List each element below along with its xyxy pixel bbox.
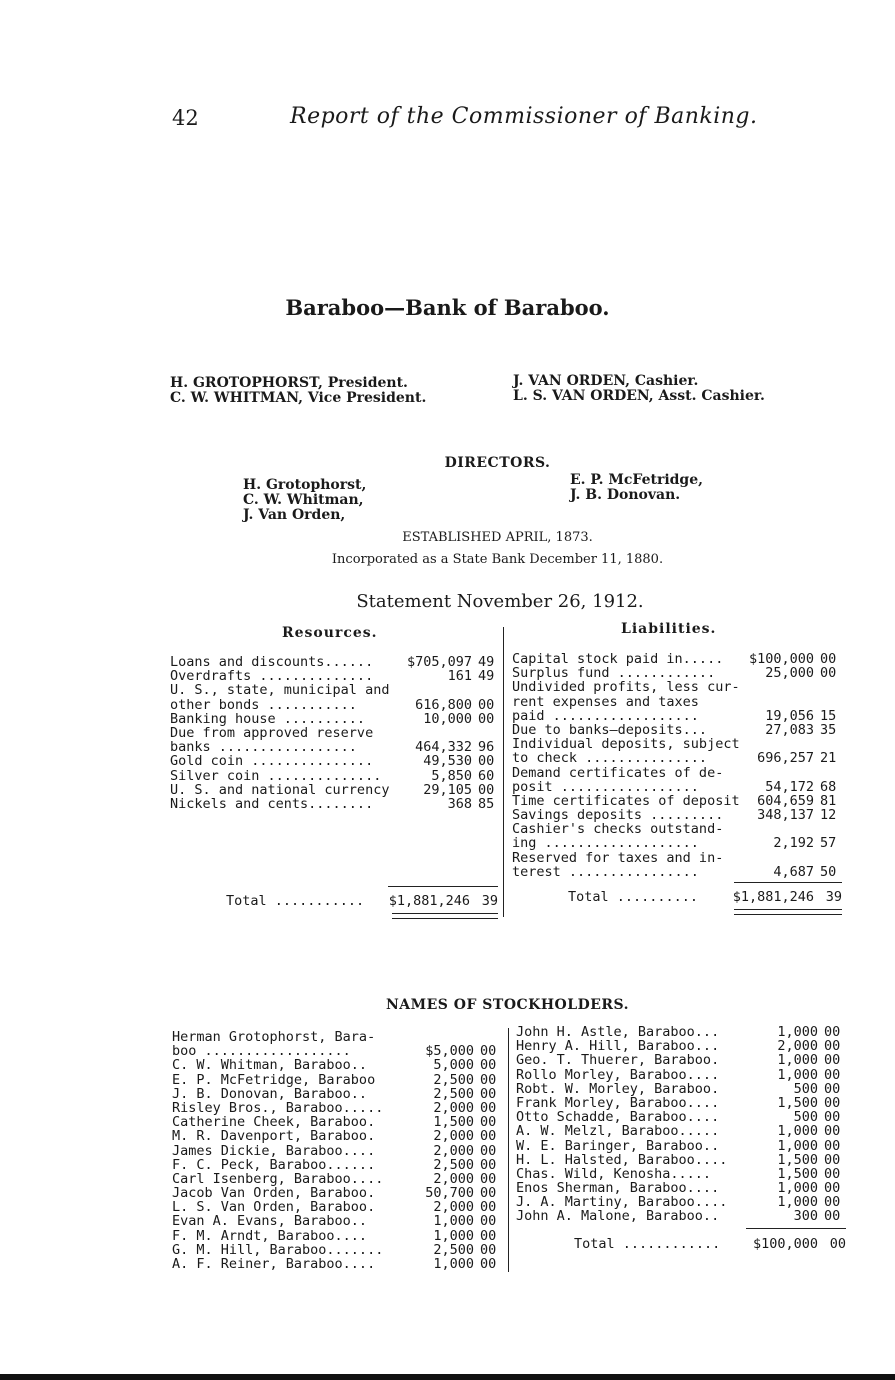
table-row	[172, 1200, 502, 1214]
stockholders-left-table	[172, 1030, 502, 1271]
table-row	[516, 1082, 846, 1096]
row-amount: 1,000	[777, 1024, 818, 1040]
liabilities-double-rule	[734, 909, 842, 915]
row-label: Demand certificates of de-	[512, 764, 724, 781]
row-label: Savings deposits .........	[512, 807, 724, 824]
row-cents: 00	[824, 1208, 841, 1225]
table-row	[172, 1058, 502, 1072]
table-row	[172, 1257, 502, 1271]
row-cents: 00	[824, 1180, 841, 1197]
row-cents: 00	[480, 1142, 497, 1159]
director-name: J. B. Donovan.	[570, 487, 681, 503]
table-row	[170, 669, 500, 683]
row-label: Individual deposits, subject	[512, 736, 740, 753]
row-label: Banking house ..........	[170, 710, 366, 727]
table-row	[172, 1087, 502, 1101]
table-row	[170, 754, 500, 768]
table-row	[516, 1209, 846, 1223]
row-label: Geo. T. Thuerer, Baraboo.	[516, 1052, 720, 1069]
row-cents: 12	[820, 807, 837, 824]
row-amount: 604,659	[757, 792, 814, 809]
director-name: C. W. Whitman,	[243, 492, 364, 508]
liabilities-heading: Liabilities.	[621, 621, 717, 637]
table-row	[172, 1129, 502, 1143]
row-amount: 464,332	[415, 739, 472, 756]
table-row	[512, 723, 842, 737]
row-label: Chas. Wild, Kenosha.....	[516, 1165, 712, 1182]
table-row	[170, 783, 500, 797]
total-label: Total ............	[574, 1236, 721, 1252]
row-label: boo ..................	[172, 1043, 351, 1060]
table-row	[170, 698, 500, 712]
row-cents: 00	[480, 1057, 497, 1074]
row-cents: 68	[820, 778, 837, 795]
row-label: W. E. Baringer, Baraboo..	[516, 1137, 720, 1154]
total-amount: $100,000	[752, 1236, 818, 1252]
row-label: Capital stock paid in.....	[512, 651, 724, 667]
table-row	[512, 695, 842, 709]
table-row	[512, 751, 842, 765]
resources-heading: Resources.	[282, 625, 378, 641]
row-label: Nickels and cents........	[170, 795, 374, 812]
row-cents: 21	[820, 750, 837, 767]
table-row	[512, 666, 842, 680]
row-cents: 00	[480, 1128, 497, 1145]
row-label: John H. Astle, Baraboo...	[516, 1024, 720, 1040]
row-amount: 1,000	[433, 1213, 474, 1230]
table-row	[170, 740, 500, 754]
row-label: Gold coin ...............	[170, 753, 374, 770]
row-cents: 00	[824, 1165, 841, 1182]
row-label: F. M. Arndt, Baraboo....	[172, 1227, 368, 1244]
directors-right	[570, 473, 703, 503]
row-amount: 1,000	[777, 1123, 818, 1140]
row-amount: 27,083	[765, 721, 814, 738]
row-cents: 00	[824, 1024, 841, 1040]
directors-left	[243, 478, 366, 523]
row-label: terest ................	[512, 863, 699, 880]
row-amount: 1,000	[777, 1194, 818, 1211]
row-cents: 00	[824, 1109, 841, 1126]
row-amount: $5,000	[425, 1043, 474, 1060]
row-label: James Dickie, Baraboo....	[172, 1142, 376, 1159]
row-label: John A. Malone, Baraboo..	[516, 1208, 720, 1225]
table-row	[512, 794, 842, 808]
liabilities-table	[512, 652, 842, 879]
table-row	[512, 865, 842, 879]
row-label: G. M. Hill, Baraboo.......	[172, 1241, 384, 1258]
row-cents: 00	[478, 710, 495, 727]
table-row	[172, 1073, 502, 1087]
director-name: J. Van Orden,	[243, 507, 346, 523]
officers-right	[513, 374, 765, 404]
row-cents: 85	[478, 795, 495, 812]
row-cents: 00	[824, 1137, 841, 1154]
table-row	[512, 851, 842, 865]
row-label: to check ...............	[512, 750, 708, 767]
row-cents: 00	[480, 1199, 497, 1216]
table-row	[512, 652, 842, 666]
row-label: L. S. Van Orden, Baraboo.	[172, 1199, 376, 1216]
table-row	[516, 1068, 846, 1082]
row-amount: $705,097	[406, 654, 472, 670]
director-name: H. Grotophorst,	[243, 477, 367, 493]
table-row	[172, 1158, 502, 1172]
row-label: Carl Isenberg, Baraboo....	[172, 1170, 384, 1187]
row-cents: 00	[480, 1185, 497, 1202]
row-amount: 1,000	[777, 1137, 818, 1154]
table-row	[516, 1153, 846, 1167]
row-label: Overdrafts ..............	[170, 668, 374, 685]
table-row	[512, 780, 842, 794]
row-cents: 60	[478, 767, 495, 784]
row-amount: 1,000	[777, 1066, 818, 1083]
stockholders-heading: NAMES OF STOCKHOLDERS.	[385, 997, 630, 1013]
established-line: ESTABLISHED APRIL, 1873.	[402, 530, 593, 545]
row-amount: 2,000	[777, 1038, 818, 1055]
row-label: Rollo Morley, Baraboo....	[516, 1066, 720, 1083]
row-amount: 50,700	[425, 1185, 474, 1202]
row-amount: 2,000	[433, 1170, 474, 1187]
table-row	[516, 1139, 846, 1153]
resources-sum-rule	[388, 886, 498, 887]
row-amount: 1,500	[777, 1094, 818, 1111]
row-amount: 348,137	[757, 807, 814, 824]
row-label: Henry A. Hill, Baraboo...	[516, 1038, 720, 1055]
row-amount: 696,257	[757, 750, 814, 767]
row-amount: 500	[793, 1080, 818, 1097]
row-cents: 00	[820, 651, 837, 667]
row-label: Evan A. Evans, Baraboo..	[172, 1213, 368, 1230]
row-cents: 00	[480, 1156, 497, 1173]
row-label: A. F. Reiner, Baraboo....	[172, 1256, 376, 1272]
row-label: Enos Sherman, Baraboo....	[516, 1180, 720, 1197]
column-divider	[503, 627, 504, 917]
bank-title: Baraboo—Bank of Baraboo.	[285, 295, 610, 320]
row-cents: 00	[824, 1038, 841, 1055]
row-amount: 19,056	[765, 707, 814, 724]
table-row	[170, 797, 500, 811]
table-row	[172, 1030, 502, 1044]
row-amount: 1,500	[433, 1114, 474, 1131]
row-amount: 2,000	[433, 1099, 474, 1116]
row-amount: 1,000	[433, 1227, 474, 1244]
officers-left	[170, 376, 426, 406]
table-row	[172, 1044, 502, 1058]
row-amount: 2,500	[433, 1241, 474, 1258]
row-cents: 00	[824, 1151, 841, 1168]
row-amount: 5,850	[431, 767, 472, 784]
table-row	[516, 1096, 846, 1110]
table-row	[172, 1172, 502, 1186]
row-amount: 54,172	[765, 778, 814, 795]
row-amount: 2,500	[433, 1071, 474, 1088]
resources-total	[226, 893, 498, 909]
row-label: paid ..................	[512, 707, 699, 724]
running-title: Report of the Commissioner of Banking.	[290, 104, 758, 129]
row-cents: 50	[820, 863, 837, 880]
row-cents: 00	[824, 1123, 841, 1140]
table-row	[512, 680, 842, 694]
row-label: E. P. McFetridge, Baraboo	[172, 1071, 376, 1088]
row-amount: 2,000	[433, 1199, 474, 1216]
row-amount: 368	[447, 795, 472, 812]
liabilities-total	[568, 889, 842, 905]
row-amount: 2,000	[433, 1128, 474, 1145]
row-label: other bonds ...........	[170, 696, 357, 713]
row-amount: 5,000	[433, 1057, 474, 1074]
statement-title: Statement November 26, 1912.	[356, 591, 644, 612]
officer-vice-president: C. W. WHITMAN, Vice President.	[170, 390, 427, 406]
table-row	[516, 1025, 846, 1039]
row-label: banks .................	[170, 739, 357, 756]
table-row	[170, 726, 500, 740]
row-amount: 1,000	[433, 1256, 474, 1272]
row-cents: 00	[480, 1170, 497, 1187]
table-row	[170, 712, 500, 726]
row-amount: 2,000	[433, 1142, 474, 1159]
row-label: Undivided profits, less cur-	[512, 679, 740, 696]
row-label: Robt. W. Morley, Baraboo.	[516, 1080, 720, 1097]
row-amount: 1,000	[777, 1052, 818, 1069]
row-cents: 00	[824, 1094, 841, 1111]
table-row	[172, 1115, 502, 1129]
table-row	[516, 1110, 846, 1124]
table-row	[172, 1101, 502, 1115]
row-label: rent expenses and taxes	[512, 693, 699, 710]
row-amount: 2,192	[773, 835, 814, 852]
row-cents: 57	[820, 835, 837, 852]
row-label: Due from approved reserve	[170, 724, 374, 741]
row-label: Due to banks—deposits...	[512, 721, 708, 738]
row-cents: 00	[480, 1114, 497, 1131]
row-amount: 300	[793, 1208, 818, 1225]
row-label: U. S., state, municipal and	[170, 682, 390, 699]
director-name: E. P. McFetridge,	[570, 472, 703, 488]
total-label: Total ..........	[568, 889, 699, 905]
table-row	[512, 808, 842, 822]
row-cents: 00	[478, 696, 495, 713]
row-label: F. C. Peck, Baraboo......	[172, 1156, 376, 1173]
row-label: ing ...................	[512, 835, 699, 852]
row-cents: 00	[824, 1194, 841, 1211]
row-label: J. A. Martiny, Baraboo....	[516, 1194, 728, 1211]
table-row	[172, 1144, 502, 1158]
row-cents: 81	[820, 792, 837, 809]
row-label: Surplus fund ............	[512, 665, 716, 682]
table-row	[516, 1167, 846, 1181]
table-row	[516, 1053, 846, 1067]
officer-president: H. GROTOPHORST, President.	[170, 375, 408, 391]
table-row	[516, 1181, 846, 1195]
row-amount: 500	[793, 1109, 818, 1126]
officer-cashier: J. VAN ORDEN, Cashier.	[513, 373, 699, 389]
row-cents: 00	[480, 1071, 497, 1088]
row-label: Risley Bros., Baraboo.....	[172, 1099, 384, 1116]
stockholders-right-table	[516, 1025, 846, 1224]
row-label: U. S. and national currency	[170, 781, 390, 798]
row-label: H. L. Halsted, Baraboo....	[516, 1151, 728, 1168]
row-cents: 00	[480, 1085, 497, 1102]
table-row	[512, 822, 842, 836]
row-cents: 15	[820, 707, 837, 724]
row-amount: 1,000	[777, 1180, 818, 1197]
row-cents: 00	[480, 1213, 497, 1230]
row-label: Catherine Cheek, Baraboo.	[172, 1114, 376, 1131]
row-cents: 00	[824, 1080, 841, 1097]
row-cents: 00	[480, 1227, 497, 1244]
table-row	[170, 655, 500, 669]
row-amount: 29,105	[423, 781, 472, 798]
page-edge	[0, 1374, 895, 1380]
row-label: J. B. Donovan, Baraboo..	[172, 1085, 368, 1102]
row-amount: 4,687	[773, 863, 814, 880]
row-cents: 00	[478, 781, 495, 798]
table-row	[170, 769, 500, 783]
table-row	[172, 1186, 502, 1200]
resources-table	[170, 655, 500, 811]
row-cents: 00	[480, 1043, 497, 1060]
row-amount: $100,000	[748, 651, 814, 667]
row-cents: 00	[478, 753, 495, 770]
row-amount: 1,500	[777, 1151, 818, 1168]
liabilities-sum-rule	[734, 882, 842, 883]
row-amount: 10,000	[423, 710, 472, 727]
row-label: A. W. Melzl, Baraboo.....	[516, 1123, 720, 1140]
row-amount: 1,500	[777, 1165, 818, 1182]
row-cents: 49	[478, 654, 495, 670]
total-amount: $1,881,246	[388, 893, 470, 909]
row-cents: 49	[478, 668, 495, 685]
row-label: Loans and discounts......	[170, 654, 374, 670]
total-cents: 39	[481, 893, 498, 909]
row-cents: 00	[480, 1256, 497, 1272]
row-label: posit .................	[512, 778, 699, 795]
total-cents: 00	[829, 1236, 846, 1252]
row-cents: 00	[820, 665, 837, 682]
row-label: Silver coin ..............	[170, 767, 382, 784]
total-amount: $1,881,246	[732, 889, 814, 905]
row-amount: 25,000	[765, 665, 814, 682]
row-cents: 00	[824, 1066, 841, 1083]
directors-heading: DIRECTORS.	[444, 455, 551, 471]
stockholders-sum-rule	[746, 1228, 846, 1229]
total-cents: 39	[825, 889, 842, 905]
row-label: Herman Grotophorst, Bara-	[172, 1029, 376, 1045]
resources-double-rule	[392, 913, 498, 919]
table-row	[512, 737, 842, 751]
row-cents: 00	[824, 1052, 841, 1069]
table-row	[512, 766, 842, 780]
table-row	[512, 709, 842, 723]
row-cents: 35	[820, 721, 837, 738]
row-label: Cashier's checks outstand-	[512, 821, 724, 838]
row-amount: 2,500	[433, 1156, 474, 1173]
row-label: C. W. Whitman, Baraboo..	[172, 1057, 368, 1074]
row-label: Frank Morley, Baraboo....	[516, 1094, 720, 1111]
row-cents: 96	[478, 739, 495, 756]
row-cents: 00	[480, 1099, 497, 1116]
row-label: Time certificates of deposit	[512, 792, 740, 809]
row-label: M. R. Davenport, Baraboo.	[172, 1128, 376, 1145]
total-label: Total ...........	[226, 893, 365, 909]
row-label: Jacob Van Orden, Baraboo.	[172, 1185, 376, 1202]
row-label: Reserved for taxes and in-	[512, 849, 724, 866]
table-row	[512, 836, 842, 850]
table-row	[516, 1195, 846, 1209]
table-row	[516, 1124, 846, 1138]
page-number: 42	[172, 106, 199, 130]
stockholders-total	[574, 1236, 846, 1252]
incorporated-line: Incorporated as a State Bank December 11, 1880.	[331, 552, 664, 567]
row-amount: 49,530	[423, 753, 472, 770]
row-cents: 00	[480, 1241, 497, 1258]
table-row	[172, 1243, 502, 1257]
row-amount: 616,800	[415, 696, 472, 713]
table-row	[516, 1039, 846, 1053]
table-row	[172, 1229, 502, 1243]
officer-asst-cashier: L. S. VAN ORDEN, Asst. Cashier.	[513, 388, 765, 404]
row-label: Otto Schadde, Baraboo....	[516, 1109, 720, 1126]
stockholders-divider	[508, 1028, 509, 1272]
table-row	[172, 1214, 502, 1228]
table-row	[170, 683, 500, 697]
row-amount: 2,500	[433, 1085, 474, 1102]
row-amount: 161	[447, 668, 472, 685]
